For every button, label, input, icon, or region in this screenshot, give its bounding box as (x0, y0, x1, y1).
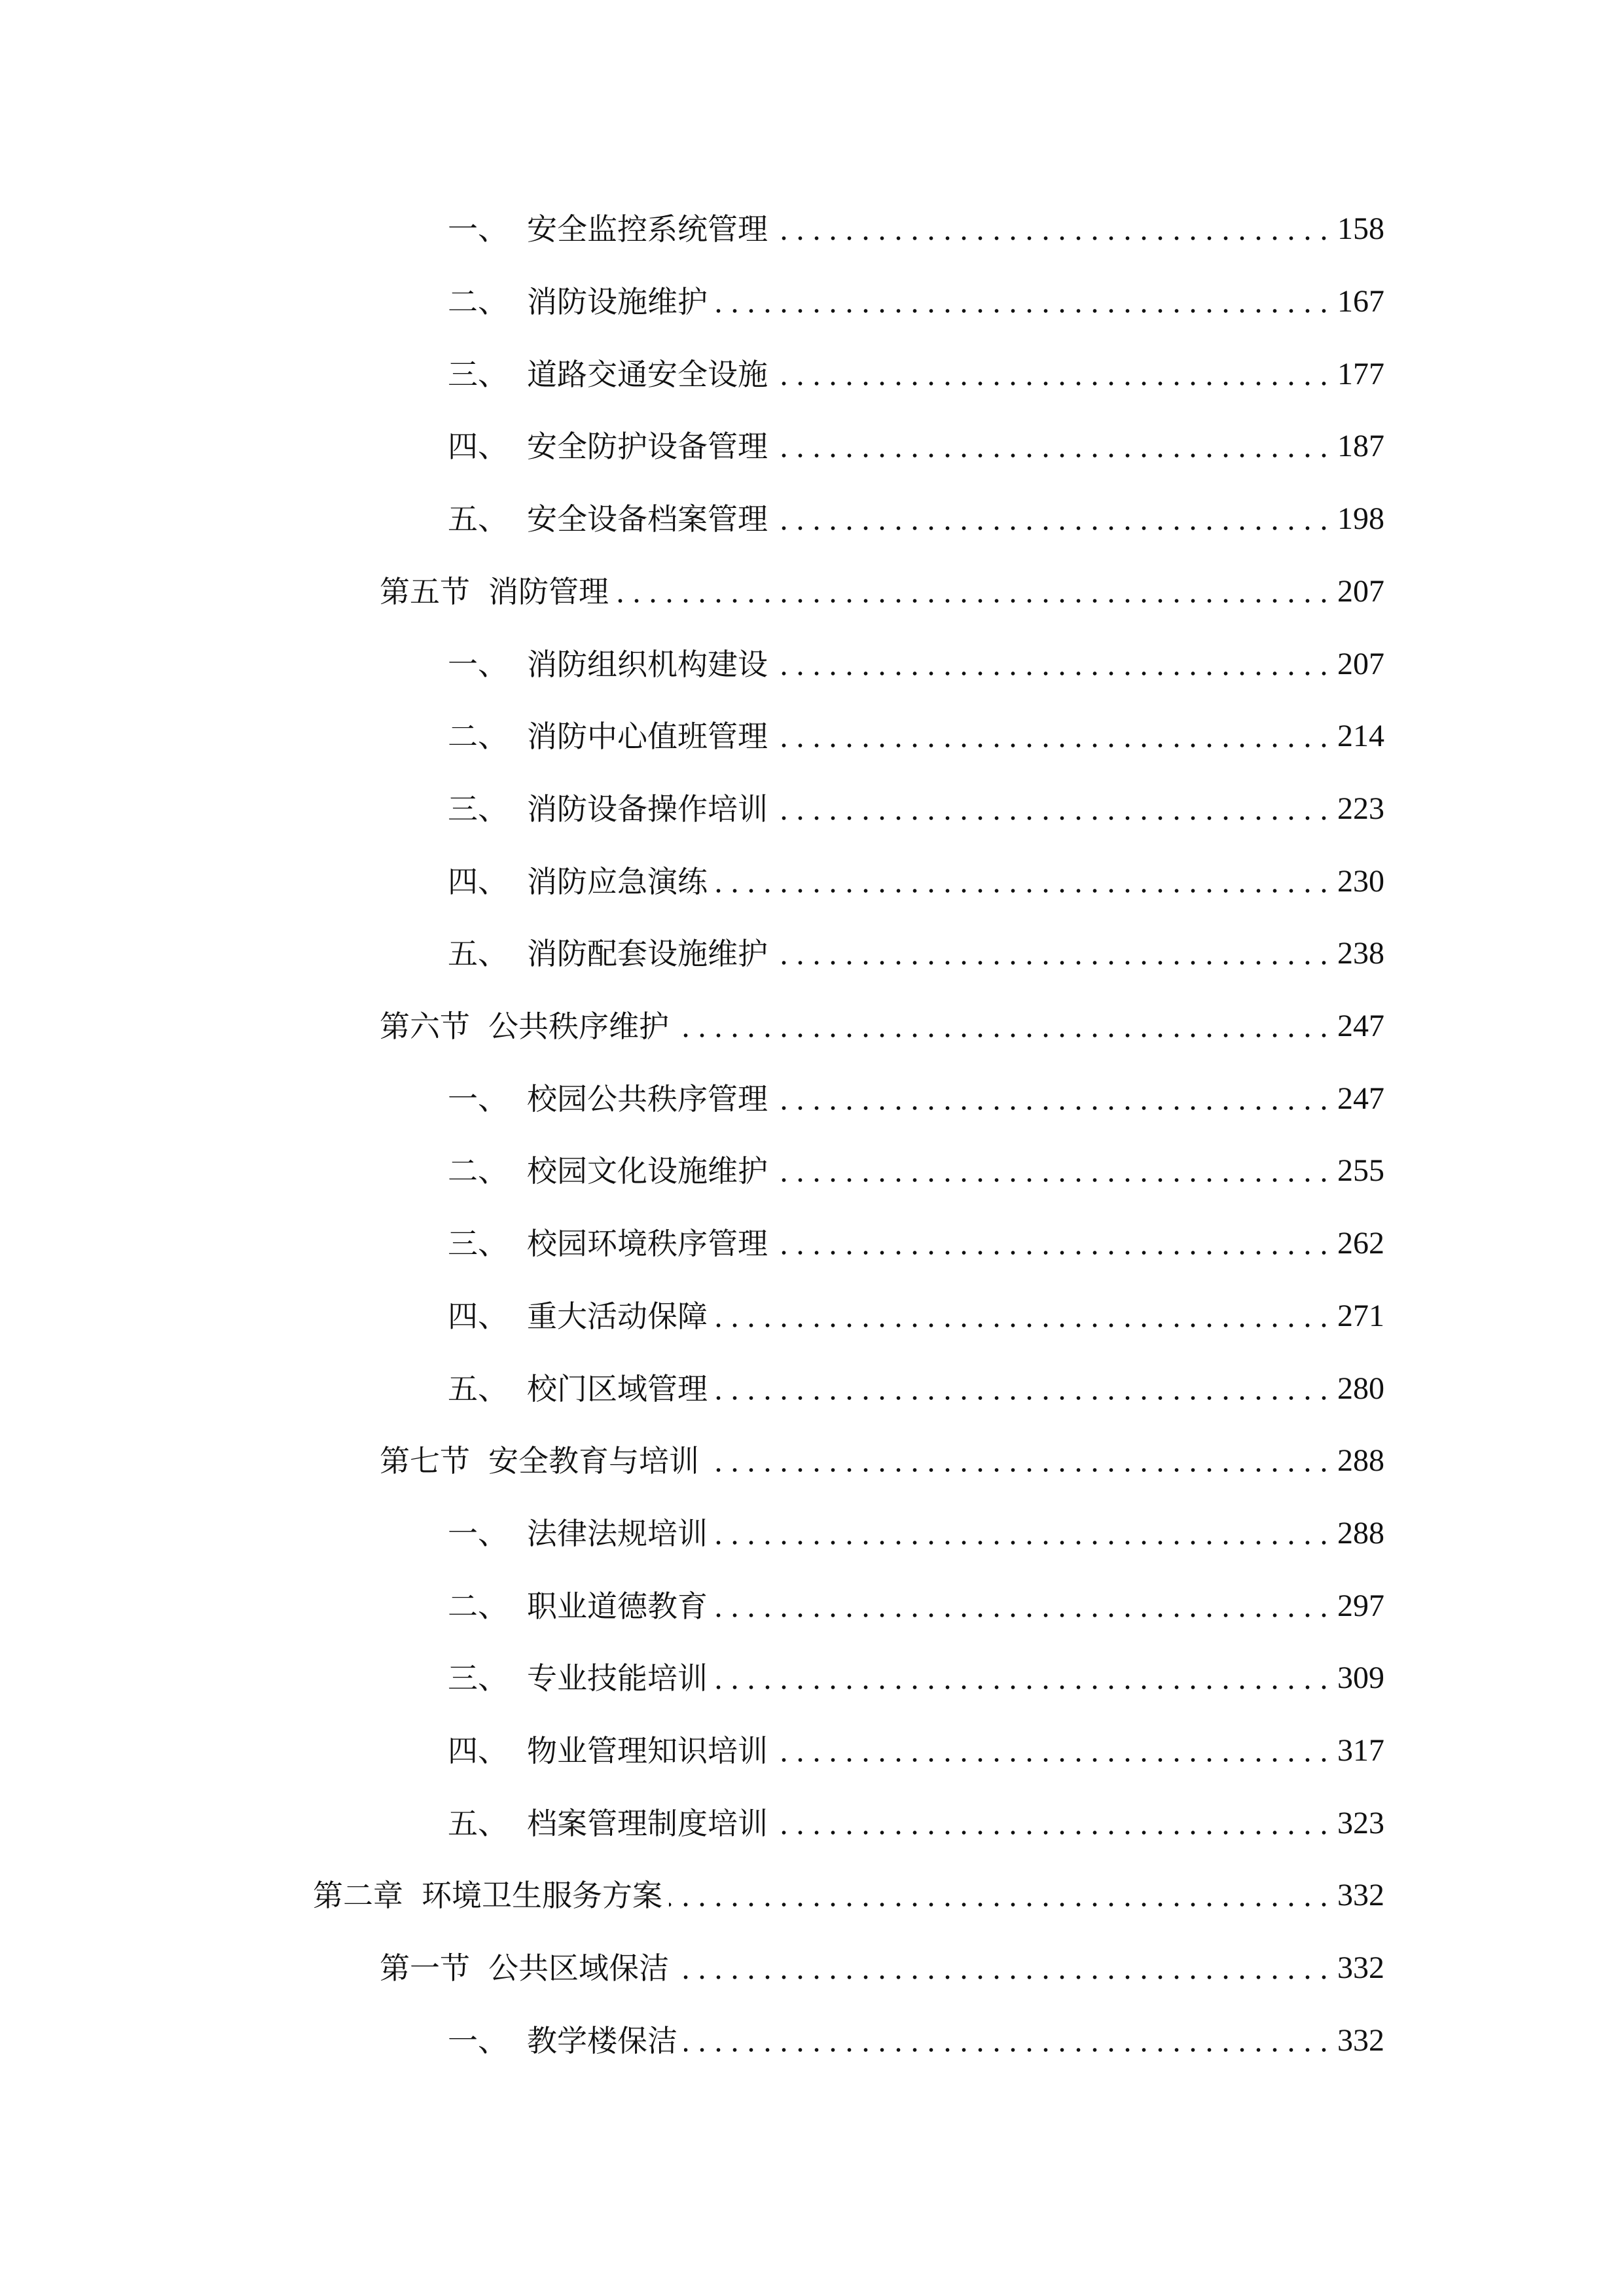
dot-leader (772, 1801, 1332, 1846)
toc-entry[interactable] (448, 641, 1384, 687)
dot-leader (772, 496, 1332, 542)
toc-entry[interactable] (448, 206, 1384, 252)
toc-entry-title: 公共区域保洁 (488, 1950, 669, 1986)
toc-entry-number: 一、 (448, 647, 508, 682)
dot-leader (673, 1945, 1332, 1991)
toc-entry-page: 187 (1337, 429, 1384, 463)
toc-entry-page: 332 (1337, 1878, 1384, 1912)
toc-entry-number: 四、 (448, 429, 508, 464)
toc-entry[interactable] (448, 713, 1384, 759)
toc-entry-page: 238 (1337, 936, 1384, 971)
toc-entry-page: 214 (1337, 719, 1384, 753)
dot-leader (772, 1221, 1332, 1266)
dot-leader (712, 1655, 1332, 1701)
toc-entry-number: 一、 (448, 2023, 508, 2058)
toc-entry-page: 332 (1337, 1950, 1384, 1985)
toc-entry-title: 安全防护设备管理 (527, 429, 768, 464)
toc-entry-title: 消防应急演练 (527, 864, 708, 899)
dot-leader (772, 931, 1332, 977)
toc-entry[interactable] (448, 1148, 1384, 1194)
toc-entry-title: 消防中心值班管理 (527, 719, 768, 754)
toc-entry-number: 第一节 (380, 1950, 470, 1986)
toc-entry-page: 255 (1337, 1153, 1384, 1188)
toc-entry-number: 四、 (448, 1299, 508, 1334)
toc-entry-page: 332 (1337, 2023, 1384, 2058)
toc-entry-number: 第二章 (313, 1878, 403, 1913)
toc-entry-title: 校园环境秩序管理 (527, 1226, 768, 1261)
toc-entry[interactable] (448, 351, 1384, 397)
dot-leader (613, 569, 1332, 615)
dot-leader (712, 1293, 1332, 1339)
dot-leader (772, 1728, 1332, 1774)
dot-leader (772, 786, 1332, 832)
toc-entry-number: 五、 (448, 936, 508, 971)
dot-leader (772, 351, 1332, 397)
toc-entry[interactable] (448, 1583, 1384, 1629)
toc-entry-title: 公共秩序维护 (488, 1009, 669, 1044)
toc-entry-page: 207 (1337, 574, 1384, 609)
dot-leader (712, 1366, 1332, 1412)
toc-entry-page: 323 (1337, 1806, 1384, 1840)
toc-entry-title: 职业道德教育 (527, 1588, 708, 1624)
toc-entry[interactable] (448, 1801, 1384, 1846)
dot-leader (666, 1873, 1332, 1918)
dot-leader (772, 713, 1332, 759)
toc-entry-page: 288 (1337, 1516, 1384, 1551)
toc-entry-number: 一、 (448, 211, 508, 247)
toc-entry-number: 四、 (448, 1733, 508, 1768)
toc-entry-page: 317 (1337, 1733, 1384, 1768)
toc-entry[interactable] (380, 1438, 1384, 1484)
toc-entry-title: 消防设施维护 (527, 284, 708, 319)
toc-entry-number: 二、 (448, 284, 508, 319)
toc-entry-title: 教学楼保洁 (527, 2023, 677, 2058)
toc-entry[interactable] (448, 859, 1384, 905)
toc-entry[interactable] (448, 1221, 1384, 1266)
toc-entry-number: 三、 (448, 357, 508, 392)
toc-entry-page: 167 (1337, 284, 1384, 319)
toc-entry[interactable] (380, 1945, 1384, 1991)
toc-entry-title: 安全教育与培训 (488, 1443, 699, 1479)
toc-entry[interactable] (448, 2018, 1384, 2064)
toc-entry-number: 三、 (448, 1226, 508, 1261)
dot-leader (712, 859, 1332, 905)
toc-entry-title: 重大活动保障 (527, 1299, 708, 1334)
toc-entry-title: 档案管理制度培训 (527, 1806, 768, 1841)
dot-leader (673, 1003, 1332, 1049)
dot-leader (772, 1148, 1332, 1194)
dot-leader (681, 2018, 1332, 2064)
toc-entry-title: 消防管理 (488, 574, 609, 609)
toc-entry-title: 校园公共秩序管理 (527, 1081, 768, 1117)
toc-entry[interactable] (448, 1728, 1384, 1774)
toc-entry[interactable] (448, 1293, 1384, 1339)
toc-entry-number: 三、 (448, 1660, 508, 1696)
toc-entry-title: 安全设备档案管理 (527, 501, 768, 537)
toc-entry-page: 207 (1337, 647, 1384, 681)
toc-entry-page: 198 (1337, 501, 1384, 536)
toc-entry-number: 第六节 (380, 1009, 470, 1044)
toc-entry-title: 法律法规培训 (527, 1516, 708, 1551)
toc-entry[interactable] (448, 931, 1384, 977)
toc-entry-title: 消防配套设施维护 (527, 936, 768, 971)
toc-entry[interactable] (448, 1511, 1384, 1556)
toc-entry-title: 校园文化设施维护 (527, 1153, 768, 1189)
toc-entry-number: 第七节 (380, 1443, 470, 1479)
toc-entry[interactable] (448, 1655, 1384, 1701)
toc-entry-number: 一、 (448, 1516, 508, 1551)
toc-entry-page: 230 (1337, 864, 1384, 899)
toc-entry-page: 247 (1337, 1009, 1384, 1043)
toc-entry-title: 消防组织机构建设 (527, 647, 768, 682)
toc-entry[interactable] (380, 569, 1384, 615)
toc-entry-page: 247 (1337, 1081, 1384, 1116)
toc-entry-page: 271 (1337, 1299, 1384, 1333)
toc-entry-number: 一、 (448, 1081, 508, 1117)
dot-leader (712, 279, 1332, 325)
toc-entry[interactable] (380, 1003, 1384, 1049)
toc-entry-number: 五、 (448, 1371, 508, 1407)
toc-entry-title: 环境卫生服务方案 (422, 1878, 662, 1913)
dot-leader (772, 423, 1332, 469)
dot-leader (703, 1438, 1332, 1484)
toc-entry-page: 297 (1337, 1588, 1384, 1623)
toc-entry-page: 177 (1337, 357, 1384, 391)
toc-entry-number: 二、 (448, 1588, 508, 1624)
dot-leader (712, 1511, 1332, 1556)
toc-entry-title: 校门区域管理 (527, 1371, 708, 1407)
dot-leader (772, 1076, 1332, 1122)
dot-leader (712, 1583, 1332, 1629)
toc-entry-number: 第五节 (380, 574, 470, 609)
toc-entry-title: 安全监控系统管理 (527, 211, 768, 247)
toc-entry-number: 二、 (448, 1153, 508, 1189)
dot-leader (772, 641, 1332, 687)
toc-entry-page: 309 (1337, 1660, 1384, 1695)
toc-entry[interactable] (448, 279, 1384, 325)
toc-entry-page: 288 (1337, 1443, 1384, 1478)
toc-entry-number: 三、 (448, 791, 508, 827)
toc-entry-number: 五、 (448, 1806, 508, 1841)
dot-leader (772, 206, 1332, 252)
toc-entry-title: 专业技能培训 (527, 1660, 708, 1696)
toc-entry[interactable] (448, 423, 1384, 469)
toc-entry-page: 223 (1337, 791, 1384, 826)
toc-entry[interactable] (448, 786, 1384, 832)
toc-entry-title: 消防设备操作培训 (527, 791, 768, 827)
toc-entry-page: 262 (1337, 1226, 1384, 1261)
toc-entry[interactable] (313, 1873, 1384, 1918)
toc-entry-number: 四、 (448, 864, 508, 899)
toc-entry[interactable] (448, 1076, 1384, 1122)
toc-entry[interactable] (448, 496, 1384, 542)
toc-entry-page: 158 (1337, 211, 1384, 246)
toc-entry-title: 物业管理知识培训 (527, 1733, 768, 1768)
toc-entry-page: 280 (1337, 1371, 1384, 1406)
toc-entry-title: 道路交通安全设施 (527, 357, 768, 392)
toc-entry-number: 五、 (448, 501, 508, 537)
toc-entry[interactable] (448, 1366, 1384, 1412)
toc-entry-number: 二、 (448, 719, 508, 754)
